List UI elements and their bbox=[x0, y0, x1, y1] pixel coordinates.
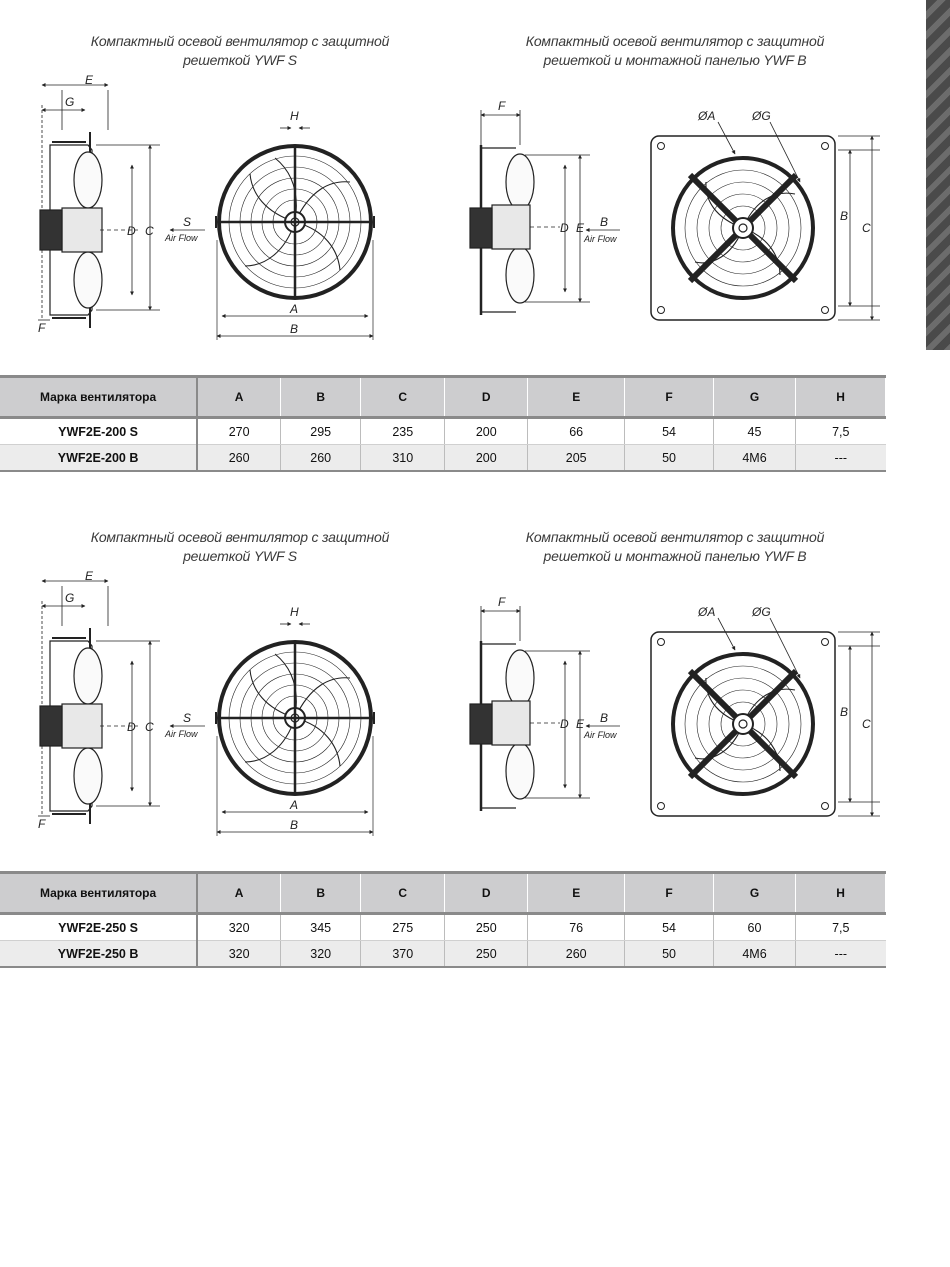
airflow-arrow-s bbox=[164, 215, 205, 243]
caption-ywf-s bbox=[80, 32, 400, 70]
dim-label-h: H bbox=[290, 605, 299, 619]
caption-ywf-b bbox=[520, 528, 830, 566]
side-tab-decoration bbox=[926, 0, 950, 350]
dim-label-g: G bbox=[65, 591, 75, 605]
table-cell: 370 bbox=[361, 941, 445, 968]
table-row bbox=[0, 445, 886, 472]
table-header-row bbox=[0, 377, 886, 418]
column-header: A bbox=[197, 873, 281, 914]
dim-label-g: G bbox=[65, 95, 75, 109]
dim-label-e: E bbox=[576, 717, 585, 731]
column-header: C bbox=[361, 377, 445, 418]
dim-label-c: C bbox=[862, 717, 871, 731]
dim-label-b: B bbox=[840, 705, 849, 719]
dim-label-diameter-a: ØA bbox=[698, 109, 716, 123]
airflow-letter: S bbox=[183, 215, 192, 229]
model-cell: YWF2E-200 S bbox=[0, 418, 197, 445]
table-cell: 45 bbox=[713, 418, 795, 445]
technical-drawing bbox=[0, 566, 900, 846]
table-row bbox=[0, 941, 886, 968]
table-cell: --- bbox=[796, 445, 886, 472]
table-cell: 50 bbox=[625, 445, 714, 472]
dimensions-table bbox=[0, 375, 886, 472]
column-header-model: Марка вентилятора bbox=[0, 873, 197, 914]
caption-line: решеткой и монтажной панелью YWF B bbox=[543, 52, 807, 68]
table-cell: 250 bbox=[445, 941, 528, 968]
dim-label-diameter-g: ØG bbox=[752, 109, 771, 123]
caption-line: Компактный осевой вентилятор с защитной bbox=[90, 33, 390, 49]
column-header: C bbox=[361, 873, 445, 914]
table-cell: 200 bbox=[445, 445, 528, 472]
dim-label-a: A bbox=[290, 798, 299, 812]
side-view-ywf-b bbox=[470, 110, 590, 315]
dim-label-e: E bbox=[576, 221, 585, 235]
airflow-letter: S bbox=[183, 711, 192, 725]
caption-line: Компактный осевой вентилятор с защитной bbox=[525, 529, 825, 545]
table-cell: 4M6 bbox=[713, 941, 795, 968]
table-cell: 235 bbox=[361, 418, 445, 445]
table-cell: 250 bbox=[445, 914, 528, 941]
column-header: H bbox=[796, 377, 886, 418]
model-cell: YWF2E-250 S bbox=[0, 914, 197, 941]
dim-label-diameter-a: ØA bbox=[698, 605, 716, 619]
dim-label-d: D bbox=[127, 720, 136, 734]
column-header: H bbox=[796, 873, 886, 914]
table-cell: 7,5 bbox=[796, 418, 886, 445]
dim-label-diameter-g: ØG bbox=[752, 605, 771, 619]
dim-label-f: F bbox=[498, 99, 506, 113]
dim-label-f: F bbox=[498, 595, 506, 609]
column-header: F bbox=[625, 873, 714, 914]
table-header-row bbox=[0, 873, 886, 914]
column-header: B bbox=[281, 873, 361, 914]
airflow-text: Air Flow bbox=[584, 730, 617, 740]
table-cell: 345 bbox=[281, 914, 361, 941]
dim-label-c: C bbox=[145, 720, 154, 734]
table-cell: 54 bbox=[625, 914, 714, 941]
table-cell: 320 bbox=[197, 914, 281, 941]
table-cell: 260 bbox=[281, 445, 361, 472]
dim-label-b: B bbox=[290, 818, 299, 832]
dim-label-d: D bbox=[127, 224, 136, 238]
table-cell: 60 bbox=[713, 914, 795, 941]
airflow-arrow-b bbox=[583, 215, 620, 244]
table-cell: 310 bbox=[361, 445, 445, 472]
airflow-letter: B bbox=[600, 215, 609, 229]
airflow-arrow-b bbox=[583, 711, 620, 740]
technical-drawing bbox=[0, 70, 900, 350]
dim-label-c: C bbox=[145, 224, 154, 238]
table-cell: 50 bbox=[625, 941, 714, 968]
caption-ywf-b bbox=[520, 32, 830, 70]
airflow-text: Air Flow bbox=[165, 729, 198, 739]
dim-label-e: E bbox=[85, 73, 94, 87]
dim-label-c: C bbox=[862, 221, 871, 235]
caption-line: решеткой YWF S bbox=[183, 52, 297, 68]
dim-label-b: B bbox=[290, 322, 299, 336]
caption-line: решеткой и монтажной панелью YWF B bbox=[543, 548, 807, 564]
table-cell: 66 bbox=[528, 418, 625, 445]
table-row bbox=[0, 418, 886, 445]
column-header: D bbox=[445, 873, 528, 914]
table-cell: 320 bbox=[197, 941, 281, 968]
table-cell: 4M6 bbox=[713, 445, 795, 472]
table-cell: 200 bbox=[445, 418, 528, 445]
table-row bbox=[0, 914, 886, 941]
airflow-arrow-s bbox=[164, 711, 205, 739]
caption-ywf-s bbox=[80, 528, 400, 566]
table-cell: 270 bbox=[197, 418, 281, 445]
table-cell: 320 bbox=[281, 941, 361, 968]
column-header: G bbox=[713, 377, 795, 418]
table-cell: 54 bbox=[625, 418, 714, 445]
column-header-model: Марка вентилятора bbox=[0, 377, 197, 418]
side-view-ywf-b bbox=[470, 606, 590, 811]
column-header: E bbox=[528, 873, 625, 914]
side-view-ywf-s bbox=[38, 85, 160, 328]
caption-line: Компактный осевой вентилятор с защитной bbox=[525, 33, 825, 49]
model-cell: YWF2E-250 B bbox=[0, 941, 197, 968]
table-cell: 260 bbox=[197, 445, 281, 472]
table-cell: 275 bbox=[361, 914, 445, 941]
column-header: B bbox=[281, 377, 361, 418]
dim-label-f: F bbox=[38, 321, 46, 335]
column-header: D bbox=[445, 377, 528, 418]
table-cell: 260 bbox=[528, 941, 625, 968]
dim-label-f: F bbox=[38, 817, 46, 831]
airflow-letter: B bbox=[600, 711, 609, 725]
dim-label-h: H bbox=[290, 109, 299, 123]
column-header: A bbox=[197, 377, 281, 418]
dim-label-e: E bbox=[85, 569, 94, 583]
column-header: E bbox=[528, 377, 625, 418]
airflow-text: Air Flow bbox=[584, 234, 617, 244]
dim-label-a: A bbox=[290, 302, 299, 316]
table-cell: 7,5 bbox=[796, 914, 886, 941]
column-header: G bbox=[713, 873, 795, 914]
dim-label-b: B bbox=[840, 209, 849, 223]
airflow-text: Air Flow bbox=[165, 233, 198, 243]
caption-line: решеткой YWF S bbox=[183, 548, 297, 564]
model-cell: YWF2E-200 B bbox=[0, 445, 197, 472]
side-view-ywf-s bbox=[38, 581, 160, 824]
table-cell: 205 bbox=[528, 445, 625, 472]
table-cell: 76 bbox=[528, 914, 625, 941]
dim-label-d: D bbox=[560, 221, 569, 235]
caption-line: Компактный осевой вентилятор с защитной bbox=[90, 529, 390, 545]
table-cell: --- bbox=[796, 941, 886, 968]
column-header: F bbox=[625, 377, 714, 418]
dim-label-d: D bbox=[560, 717, 569, 731]
table-cell: 295 bbox=[281, 418, 361, 445]
dimensions-table bbox=[0, 871, 886, 968]
